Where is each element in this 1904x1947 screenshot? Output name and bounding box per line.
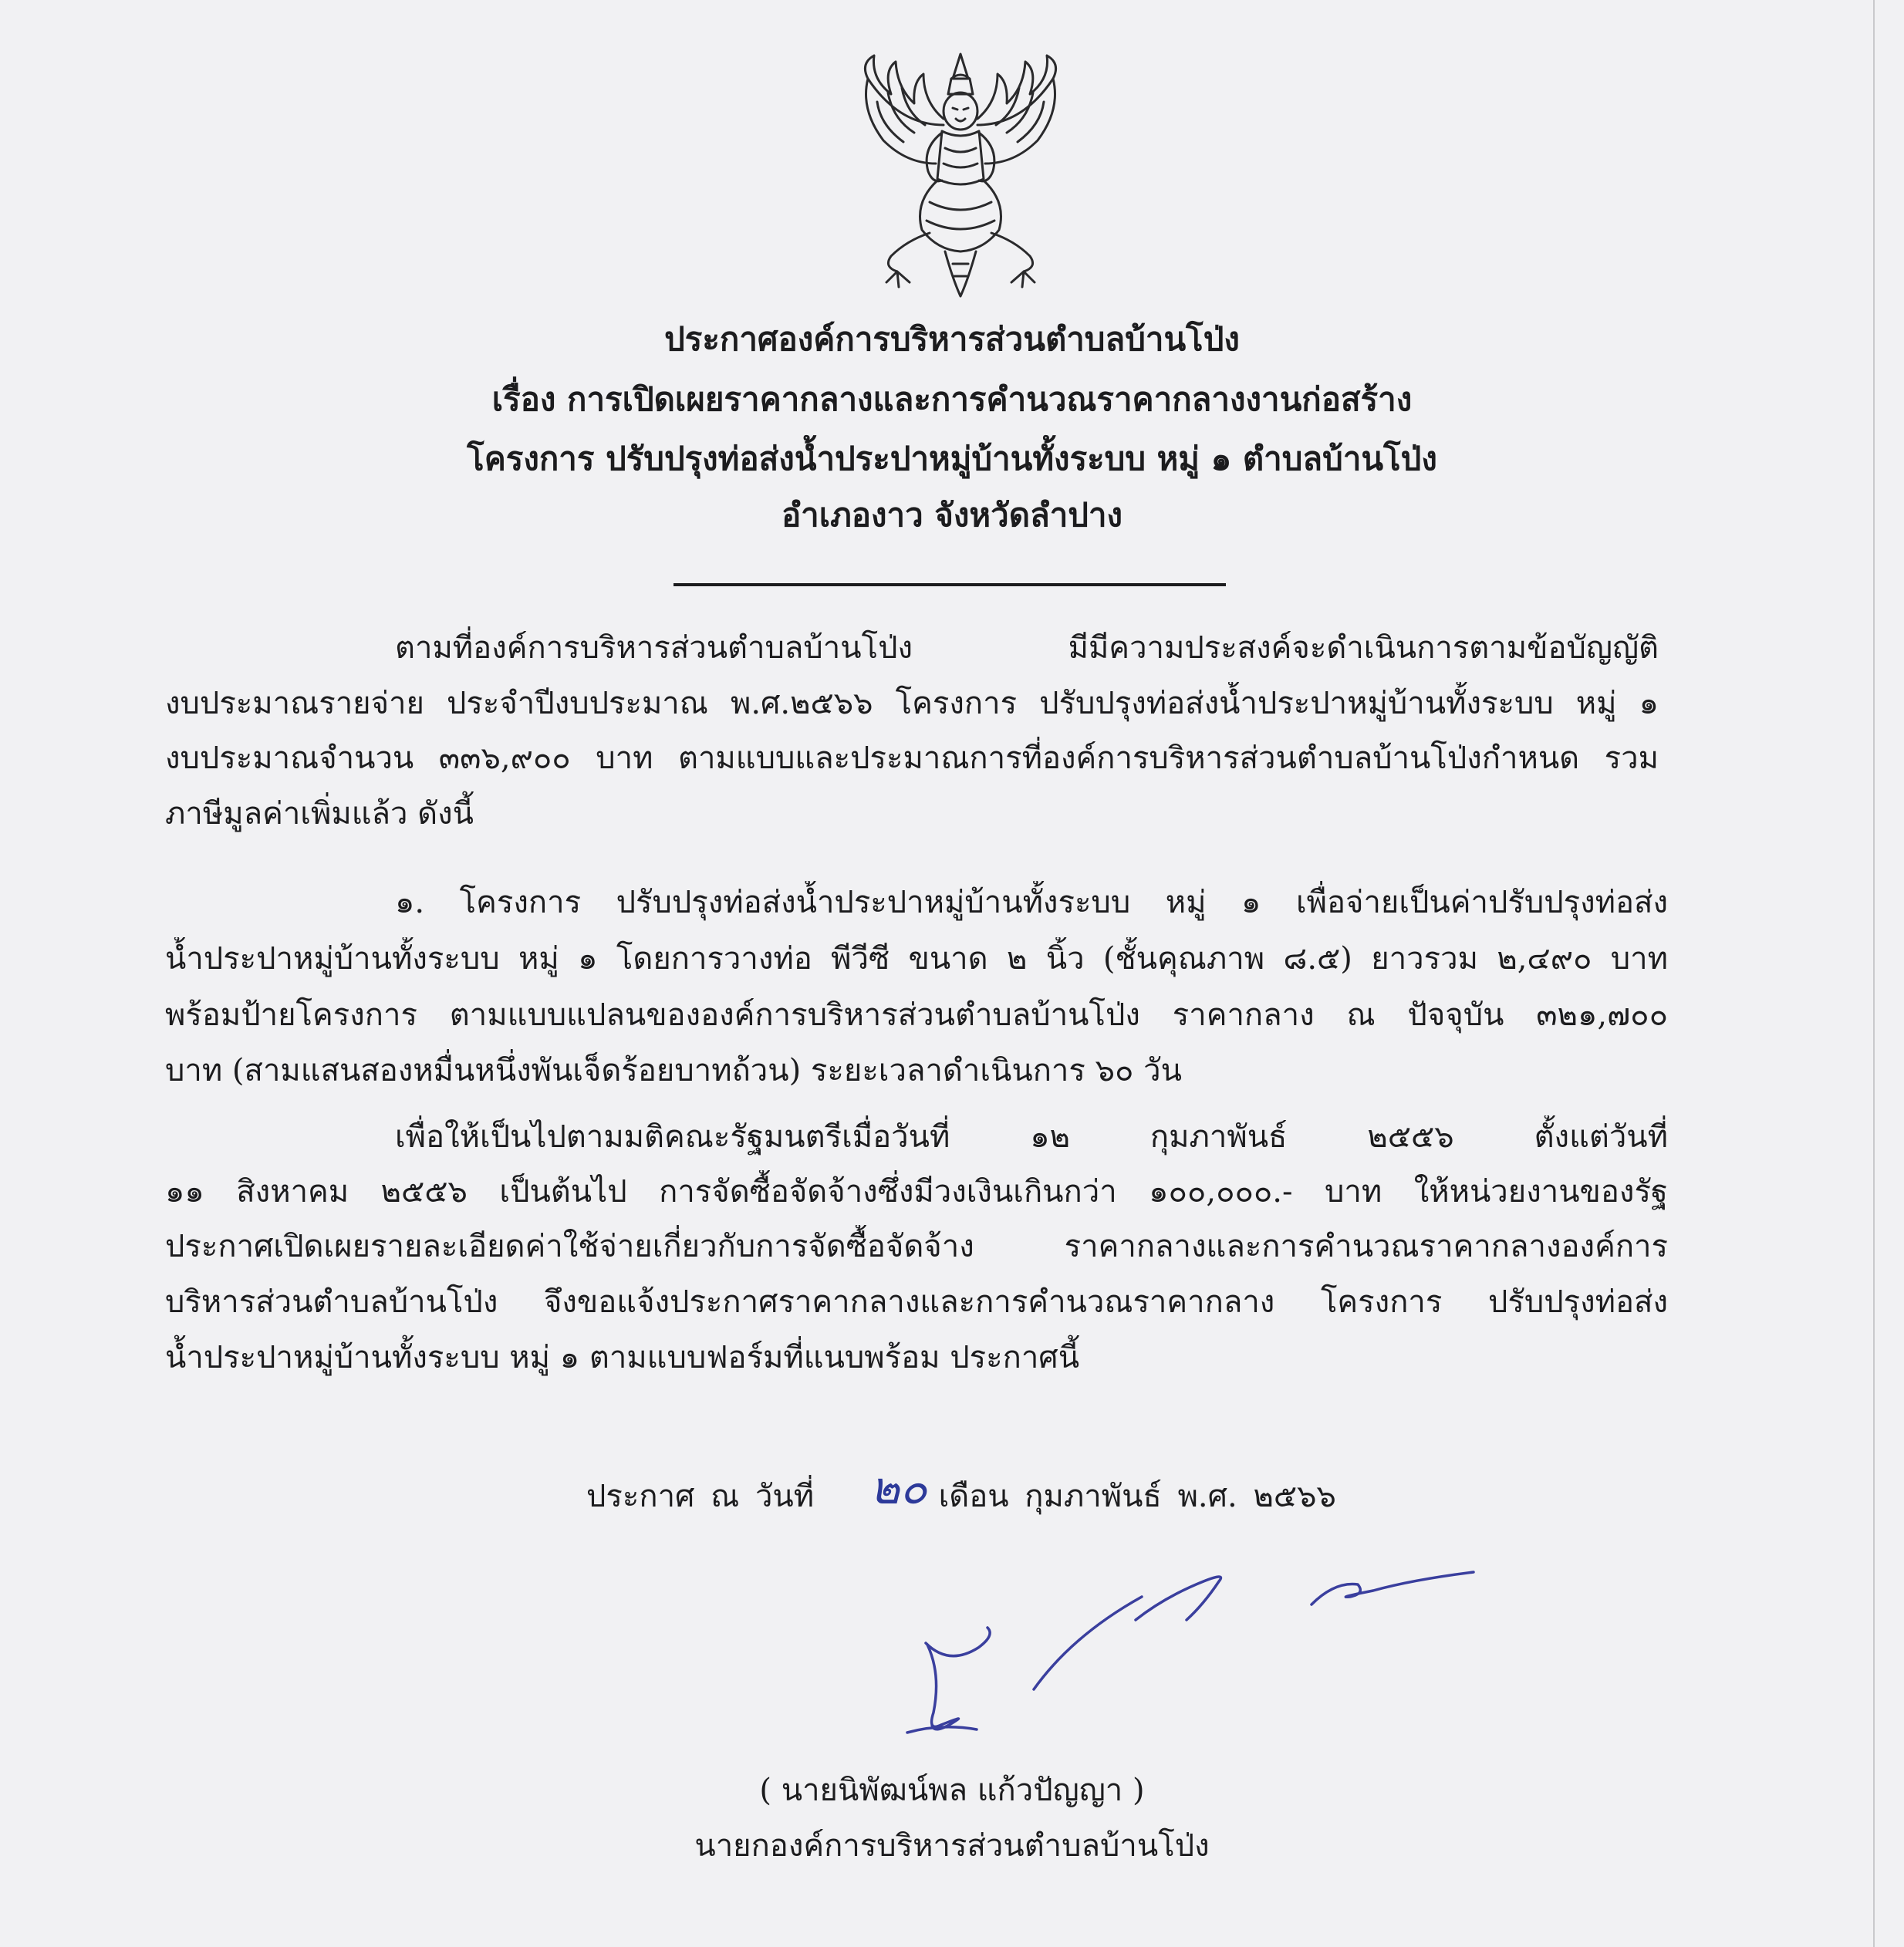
announcement-title: ประกาศองค์การบริหารส่วนตำบลบ้านโป่ง xyxy=(664,320,1240,358)
paragraph-1-line: ภาษีมูลค่าเพิ่มแล้ว ดังนี้ xyxy=(165,796,474,832)
project-name: โครงการ ปรับปรุงท่อส่งน้ำประปาหมู่บ้านทั้งระบบ หมู่ ๑ ตำบลบ้านโป่ง xyxy=(467,440,1437,477)
date-suffix: เดือน กุมภาพันธ์ พ.ศ. ๒๕๖๖ xyxy=(938,1479,1336,1514)
paragraph-2-line: น้ำประปาหมู่บ้านทั้งระบบ หมู่ ๑ โดยการวางท่อ พีวีซี ขนาด ๒ นิ้ว (ชั้นคุณภาพ ๘.๕) ยาวรวม ๒,๔๙๐ บาท xyxy=(165,941,1668,977)
paragraph-3-line: เพื่อให้เป็นไปตามมติคณะรัฐมนตรีเมื่อวันที่ ๑๒ กุมภาพันธ์ ๒๕๕๖ ตั้งแต่วันที่ xyxy=(395,1119,1668,1155)
page-edge xyxy=(1873,0,1875,1947)
paragraph-1-line: งบประมาณรายจ่าย ประจำปีงบประมาณ พ.ศ.๒๕๖๖ โครงการ ปรับปรุงท่อส่งน้ำประปาหมู่บ้านทั้งระบบ หมู่ ๑ xyxy=(165,686,1659,721)
signatory-name: ( นายนิพัฒน์พล แก้วปัญญา ) xyxy=(759,1773,1145,1808)
announcement-subject: เรื่อง การเปิดเผยราคากลางและการคำนวณราคากลางงานก่อสร้าง xyxy=(491,380,1413,418)
paragraph-3-line: บริหารส่วนตำบลบ้านโป่ง จึงขอแจ้งประกาศราคากลางและการคำนวณราคากลาง โครงการ ปรับปรุงท่อส่ง xyxy=(165,1284,1668,1320)
paragraph-2-line: บาท (สามแสนสองหมื่นหนึ่งพันเจ็ดร้อยบาทถ้วน) ระยะเวลาดำเนินการ ๖๐ วัน xyxy=(165,1053,1182,1088)
signatory-position: นายกองค์การบริหารส่วนตำบลบ้านโป่ง xyxy=(694,1828,1210,1864)
paragraph-3-line: ๑๑ สิงหาคม ๒๕๕๖ เป็นต้นไป การจัดซื้อจัดจ้างซึ่งมีวงเงินเกินกว่า ๑๐๐,๐๐๐.- บาท ให้หน่วยงานของรัฐ xyxy=(165,1174,1668,1210)
garuda-emblem-icon xyxy=(837,48,1084,302)
paragraph-1-line: งบประมาณจำนวน ๓๓๖,๙๐๐ บาท ตามแบบและประมาณการที่องค์การบริหารส่วนตำบลบ้านโป่งกำหนด รวม xyxy=(165,741,1659,776)
announcement-date xyxy=(586,1475,1336,1518)
date-prefix: ประกาศ ณ วันที่ xyxy=(586,1479,815,1514)
project-location: อำเภองาว จังหวัดลำปาง xyxy=(781,496,1123,534)
signature-icon xyxy=(841,1551,1489,1751)
paragraph-1-line: ตามที่องค์การบริหารส่วนตำบลบ้านโป่ง มีมีความประสงค์จะดำเนินการตามข้อบัญญัติ xyxy=(395,630,1659,666)
paragraph-3-line: น้ำประปาหมู่บ้านทั้งระบบ หมู่ ๑ ตามแบบฟอร์มที่แนบพร้อม ประกาศนี้ xyxy=(165,1340,1080,1375)
title-divider xyxy=(673,583,1226,586)
paragraph-2-line: พร้อมป้ายโครงการ ตามแบบแปลนขององค์การบริหารส่วนตำบลบ้านโป่ง ราคากลาง ณ ปัจจุบัน ๓๒๑,๗๐๐ xyxy=(165,997,1668,1033)
paragraph-3-line: ประกาศเปิดเผยรายละเอียดค่าใช้จ่ายเกี่ยวกับการจัดซื้อจัดจ้าง ราคากลางและการคำนวณราคากลางองค์การ xyxy=(165,1229,1668,1264)
paragraph-2-line: ๑. โครงการ ปรับปรุงท่อส่งน้ำประปาหมู่บ้านทั้งระบบ หมู่ ๑ เพื่อจ่ายเป็นค่าปรับปรุงท่อส่ง xyxy=(395,885,1668,920)
handwritten-day: ๒๐ xyxy=(870,1462,927,1514)
